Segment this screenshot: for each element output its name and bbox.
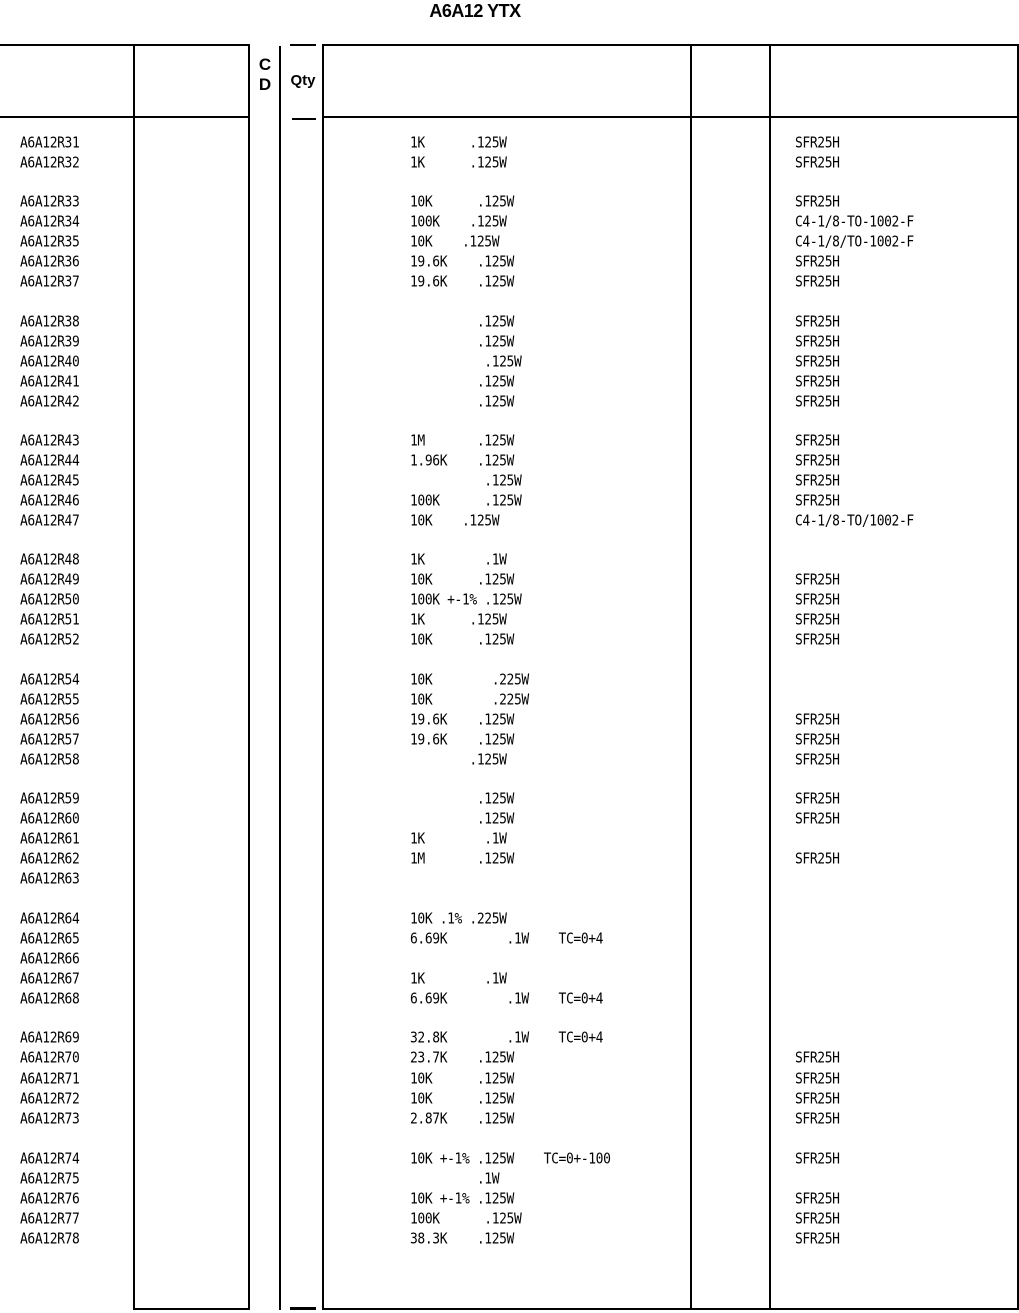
ref-designator: A6A12R47 [20, 512, 80, 531]
mfr-part-number: SFR25H [795, 1090, 840, 1109]
part-description: 10K .125W [410, 571, 514, 590]
mfr-part-number: SFR25H [795, 810, 840, 829]
part-description: 10K .125W [410, 631, 514, 650]
page-title: A6A12 YTX [429, 1, 521, 21]
part-description: .125W [410, 810, 514, 829]
part-description: 6.69K .1W TC=0+4 [410, 930, 604, 949]
ref-designator: A6A12R34 [20, 213, 80, 232]
ref-designator: A6A12R76 [20, 1190, 80, 1209]
mfr-part-number: SFR25H [795, 1210, 840, 1229]
ref-designator: A6A12R62 [20, 850, 80, 869]
ref-designator: A6A12R55 [20, 691, 80, 710]
ref-designator: A6A12R72 [20, 1090, 80, 1109]
mfr-part-number: SFR25H [795, 1049, 840, 1068]
table-bottom-border-left [134, 1308, 250, 1310]
part-description: 1K .125W [410, 134, 507, 153]
part-description: 19.6K .125W [410, 711, 514, 730]
ref-designator: A6A12R59 [20, 790, 80, 809]
mfr-part-number: SFR25H [795, 711, 840, 730]
mfr-part-number: SFR25H [795, 790, 840, 809]
mfr-part-number: SFR25H [795, 1110, 840, 1129]
ref-designator: A6A12R66 [20, 950, 80, 969]
ref-designator: A6A12R33 [20, 193, 80, 212]
ref-designator: A6A12R51 [20, 611, 80, 630]
part-description: 100K .125W [410, 1210, 522, 1229]
part-description: .125W [410, 353, 522, 372]
mfr-part-number: SFR25H [795, 1230, 840, 1249]
part-description: 19.6K .125W [410, 731, 514, 750]
col-divider-part [248, 44, 250, 1310]
mfr-part-number: SFR25H [795, 591, 840, 610]
ref-designator: A6A12R61 [20, 830, 80, 849]
mfr-part-number: SFR25H [795, 452, 840, 471]
part-description: .125W [410, 393, 514, 412]
mfr-part-number: SFR25H [795, 393, 840, 412]
ref-designator: A6A12R64 [20, 910, 80, 929]
part-description: 10K .125W [410, 193, 514, 212]
ref-designator: A6A12R32 [20, 154, 80, 173]
ref-designator: A6A12R45 [20, 472, 80, 491]
part-description: 10K .225W [410, 691, 529, 710]
ref-designator: A6A12R38 [20, 313, 80, 332]
qty-header-tick [292, 118, 316, 120]
qty-header: Qty [290, 72, 316, 89]
ref-designator: A6A12R44 [20, 452, 80, 471]
mfr-part-number: SFR25H [795, 850, 840, 869]
part-description: 1K .1W [410, 551, 507, 570]
part-description: 6.69K .1W TC=0+4 [410, 990, 604, 1009]
part-description: 10K .1% .225W [410, 910, 507, 929]
mfr-part-number: SFR25H [795, 611, 840, 630]
part-description: 10K .125W [410, 1090, 514, 1109]
ref-designator: A6A12R71 [20, 1070, 80, 1089]
mfr-part-number: SFR25H [795, 193, 840, 212]
mfr-part-number: SFR25H [795, 1150, 840, 1169]
ref-designator: A6A12R75 [20, 1170, 80, 1189]
table-top-border-right [323, 44, 1019, 46]
col-divider-code [769, 44, 771, 1310]
part-description: 1K .125W [410, 154, 507, 173]
cd-header-c: C [258, 55, 272, 74]
ref-designator: A6A12R58 [20, 751, 80, 770]
ref-designator: A6A12R35 [20, 233, 80, 252]
part-description: 19.6K .125W [410, 253, 514, 272]
ref-designator: A6A12R69 [20, 1029, 80, 1048]
ref-designator: A6A12R63 [20, 870, 80, 889]
part-description: .125W [410, 472, 522, 491]
part-description: .125W [410, 751, 507, 770]
part-description: .125W [410, 313, 514, 332]
mfr-part-number: SFR25H [795, 313, 840, 332]
ref-designator: A6A12R60 [20, 810, 80, 829]
col-divider-cd [279, 46, 281, 1310]
ref-designator: A6A12R57 [20, 731, 80, 750]
part-description: 1M .125W [410, 850, 514, 869]
mfr-part-number: SFR25H [795, 1190, 840, 1209]
ref-designator: A6A12R70 [20, 1049, 80, 1068]
mfr-part-number: SFR25H [795, 253, 840, 272]
mfr-part-number: SFR25H [795, 1070, 840, 1089]
col-divider-ref [133, 44, 135, 1310]
part-description: 10K .125W [410, 512, 500, 531]
part-description: 100K +-1% .125W [410, 591, 522, 610]
mfr-part-number: SFR25H [795, 731, 840, 750]
part-description: .125W [410, 790, 514, 809]
part-description: 1K .1W [410, 830, 507, 849]
ref-designator: A6A12R56 [20, 711, 80, 730]
part-description: 23.7K .125W [410, 1049, 514, 1068]
mfr-part-number: C4-1/8/TO-1002-F [795, 233, 914, 252]
ref-designator: A6A12R43 [20, 432, 80, 451]
part-description: 32.8K .1W TC=0+4 [410, 1029, 604, 1048]
part-description: .1W [410, 1170, 500, 1189]
ref-designator: A6A12R73 [20, 1110, 80, 1129]
ref-designator: A6A12R31 [20, 134, 80, 153]
part-description: .125W [410, 373, 514, 392]
ref-designator: A6A12R65 [20, 930, 80, 949]
ref-designator: A6A12R54 [20, 671, 80, 690]
mfr-part-number: SFR25H [795, 134, 840, 153]
cd-header [255, 55, 275, 95]
part-description: 10K .125W [410, 1070, 514, 1089]
part-description: 100K .125W [410, 213, 507, 232]
part-description: 38.3K .125W [410, 1230, 514, 1249]
mfr-part-number: SFR25H [795, 353, 840, 372]
part-description: 10K +-1% .125W [410, 1190, 514, 1209]
header-divider-left [0, 116, 250, 118]
part-description: 1.96K .125W [410, 452, 514, 471]
cd-header-d: D [258, 75, 272, 94]
ref-designator: A6A12R37 [20, 273, 80, 292]
mfr-part-number: SFR25H [795, 154, 840, 173]
ref-designator: A6A12R36 [20, 253, 80, 272]
part-description: 1K .1W [410, 970, 507, 989]
ref-designator: A6A12R46 [20, 492, 80, 511]
part-description: 100K .125W [410, 492, 522, 511]
col-divider-qty [322, 44, 324, 1310]
mfr-part-number: C4-1/8-TO/1002-F [795, 512, 914, 531]
mfr-part-number: SFR25H [795, 751, 840, 770]
part-description: 10K .125W [410, 233, 500, 252]
mfr-part-number: C4-1/8-TO-1002-F [795, 213, 914, 232]
table-bottom-border-right [323, 1308, 1019, 1310]
mfr-part-number: SFR25H [795, 631, 840, 650]
table-top-border [0, 44, 250, 46]
ref-designator: A6A12R52 [20, 631, 80, 650]
header-divider-right [323, 116, 1019, 118]
ref-designator: A6A12R67 [20, 970, 80, 989]
mfr-part-number: SFR25H [795, 492, 840, 511]
ref-designator: A6A12R40 [20, 353, 80, 372]
mfr-part-number: SFR25H [795, 333, 840, 352]
ref-designator: A6A12R41 [20, 373, 80, 392]
mfr-part-number: SFR25H [795, 472, 840, 491]
ref-designator: A6A12R74 [20, 1150, 80, 1169]
part-description: 1K .125W [410, 611, 507, 630]
ref-designator: A6A12R39 [20, 333, 80, 352]
ref-designator: A6A12R42 [20, 393, 80, 412]
ref-designator: A6A12R77 [20, 1210, 80, 1229]
mfr-part-number: SFR25H [795, 432, 840, 451]
part-description: 10K +-1% .125W TC=0+-100 [410, 1150, 611, 1169]
mfr-part-number: SFR25H [795, 373, 840, 392]
col-divider-desc [690, 44, 692, 1310]
ref-designator: A6A12R78 [20, 1230, 80, 1249]
part-description: 1M .125W [410, 432, 514, 451]
qty-bottom-tick [290, 1307, 316, 1310]
ref-designator: A6A12R48 [20, 551, 80, 570]
ref-designator: A6A12R49 [20, 571, 80, 590]
qty-top-tick [290, 44, 316, 46]
part-description: .125W [410, 333, 514, 352]
part-description: 10K .225W [410, 671, 529, 690]
mfr-part-number: SFR25H [795, 273, 840, 292]
ref-designator: A6A12R68 [20, 990, 80, 1009]
ref-designator: A6A12R50 [20, 591, 80, 610]
part-description: 2.87K .125W [410, 1110, 514, 1129]
mfr-part-number: SFR25H [795, 571, 840, 590]
part-description: 19.6K .125W [410, 273, 514, 292]
